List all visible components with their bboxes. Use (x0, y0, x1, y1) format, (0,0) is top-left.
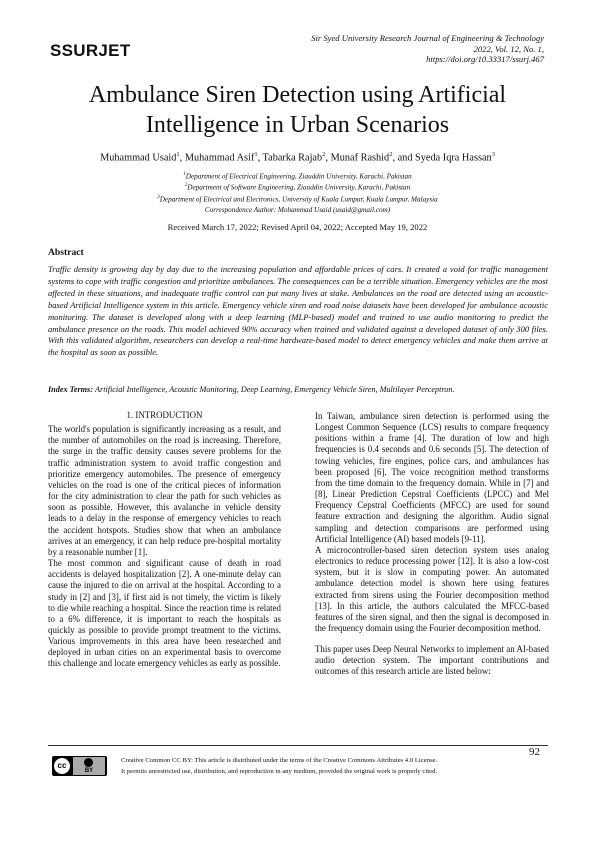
journal-logo: SSURJET (50, 41, 131, 60)
journal-info (244, 33, 544, 65)
license-line-2: It permits unrestricted use, distribution, and reproduction in any medium, provided the original work is properly cited. (121, 767, 438, 775)
author-name: Syeda Iqra Hassan (415, 152, 492, 164)
affiliation-1 (60, 170, 535, 181)
author-name: Tabarka Rajab (262, 152, 323, 164)
title-line-1: Ambulance Siren Detection using Artificial (88, 82, 507, 108)
affiliation-sup: 2 (184, 183, 188, 189)
paragraph: A microcontroller-based siren detection system uses analog electronics to reduce processing power [12]. It is also a low-cost system, but it is slow in computing power. An automated ambulance detection model is shown here using features extracted from sirens using the Fourier decomposition method [13]. In this article, the authors calculated the MFCC-based features of the siren signal, and then the signal is decomposed in the frequency domain using the Fourier decomposition method. (315, 544, 549, 633)
affiliation-text: Department of Electrical and Electronics, University of Kuala Lumpur, Kuala Lumpur, Malaysia (159, 195, 438, 204)
author-sup: 1 (176, 151, 180, 158)
author-name: Munaf Rashid (330, 152, 390, 164)
abstract-heading: Abstract (48, 247, 84, 258)
author-name: Muhammad Usaid (100, 152, 177, 164)
affiliation-text: Department of Software Engineering, Ziauddin University, Karachi, Pakistan (187, 183, 411, 192)
affiliation-sup: 1 (183, 172, 186, 177)
author-sup: 3 (491, 151, 495, 158)
footer-divider (48, 745, 548, 746)
paragraph-gap (315, 634, 549, 644)
right-column (315, 411, 549, 678)
submission-dates: Received March 17, 2022; Revised April 04, 2022; Accepted May 19, 2022 (167, 222, 428, 232)
abstract-text: Traffic density is growing day by day due to the increasing population and affordable prices of cars. It created a void for traffic management systems to cope with traffic congestion and prioritize ambulances. The consequences can be a terrible situation. Emergency vehicles are the most affected in these situations, and inadequate traffic control can put many lives at stake. Ambulances on the road are detected using an acoustic-based Artificial Intelligence system in this article. Emergency vehicle siren and road noise datasets have been developed for ambulance acoustic monitoring. The dataset is developed along with a deep learning (MLP-based) model and trained to use audio monitoring to predict the ambulance presence on the roads. This model achieved 90% accuracy when trained and validated against a developed dataset of only 300 files. With this validated algorithm, researchers can develop a real-time hardware-based model to detect emergency vehicles and make them arrive at the hospital as soon as possible. (48, 264, 548, 358)
author-list: Muhammad Usaid$^1$, Muhammad Asif$^1$, Tabarka Rajab$^2$, Munaf Rashid$^2$, and Syeda Iqra Hassan$^3$ (100, 151, 495, 164)
cc-by-license-icon[interactable] (52, 756, 107, 776)
paragraph: This paper uses Deep Neural Networks to implement an AI-based audio detection system. The important contributions and outcomes of this research article are listed below: (315, 644, 549, 677)
title-line-2: Intelligence in Urban Scenarios (145, 112, 450, 138)
journal-name: Sir Syed University Research Journal of Engineering & Technology (311, 33, 544, 43)
index-terms (48, 385, 548, 394)
index-terms-label: Index Terms: (48, 385, 93, 394)
journal-doi[interactable]: https://doi.org/10.33317/ssurj.467 (426, 54, 544, 64)
person-icon (84, 758, 93, 767)
index-terms-text: Artificial Intelligence, Acoustic Monitoring, Deep Learning, Emergency Vehicle Siren, Multilayer Perceptron. (95, 385, 455, 394)
page-number: 92 (529, 746, 540, 758)
author-sup: 1 (254, 151, 258, 158)
license-text (121, 756, 521, 777)
paragraph: The most common and significant cause of death in road accidents is delayed hospitalization [2]. A one-minute delay can cause the injured to die on arrival at the hospital. According to a study in [2] and [3], if first aid is not timely, the victim is likely to die while reaching a hospital. Since the reaction time is related to a 6% difference, it is important to reach the hospitals as quickly as possible to provide prompt treatment to the victims. Various improvements in this area have been researched and deployed in urban cities on an experimental basis to overcome this challenge and locate emergency vehicles as early as possible. (48, 558, 281, 669)
correspondence-author: Correspondence Author: Mohammad Usaid (usaid@gmail.com) (204, 206, 391, 214)
affiliation-text: Department of Electrical Engineering, Ziauddin University, Karachi, Pakistan (185, 172, 412, 181)
affiliations (60, 170, 535, 204)
affiliation-2 (60, 181, 535, 192)
cc-icon: cc (54, 758, 70, 774)
section-heading: 1. INTRODUCTION (126, 410, 203, 420)
journal-volume: 2022, Vol. 12, No. 1, (473, 43, 544, 54)
paragraph: In Taiwan, ambulance siren detection is performed using the Longest Common Sequence (LCS) results to compare frequency positions within a frame [4]. The duration of low and high frequencies is 0.4 seconds and 0.6 seconds [5]. The detection of towing vehicles, fire engines, police cars, and ambulances has been proposed [6]. The voice recognition method transforms from the time domain to the frequency domain. While in [7] and [8], Linear Prediction Cepstral Coefficients (LPCC) and Mel Frequency Cepstral Coefficients (MFCC) are used for sound feature extraction and designing the algorithm. Audio signal sampling and detection comparisons are performed using Artificial Intelligence (AI) based models [9-11]. (315, 411, 549, 544)
paragraph: The world's population is significantly increasing as a result, and the number of automobiles on the road is increasing. Therefore, the surge in the traffic density causes severe problems for the traffic administration system to avoid traffic congestion and prioritize emergency automobiles. The presence of emergency vehicles on the road is one of the critical pieces of information for the city administration to clear the path for such vehicles as soon as possible. However, this avalanche in vehicle density leads to a delay in the response of emergency vehicles to reach the accident hotspots. Studies show that when an ambulance arrives at an emergency, it can help reduce pre-hospital mortality by a reasonable number [1]. (48, 424, 281, 557)
by-icon (73, 757, 105, 775)
affiliation-3 (60, 193, 535, 204)
paper-title (60, 80, 535, 140)
by-label: BY (84, 768, 94, 774)
affiliation-sup: 3 (157, 194, 160, 200)
author-name: Muhammad Asif (184, 152, 255, 164)
license-line-1: Creative Common CC BY: This article is distributed under the terms of the Creative Commons Attributes 4.0 License. (121, 757, 438, 764)
author-sup: 2 (389, 151, 393, 158)
left-column (48, 410, 281, 670)
author-sup: 2 (322, 151, 326, 158)
